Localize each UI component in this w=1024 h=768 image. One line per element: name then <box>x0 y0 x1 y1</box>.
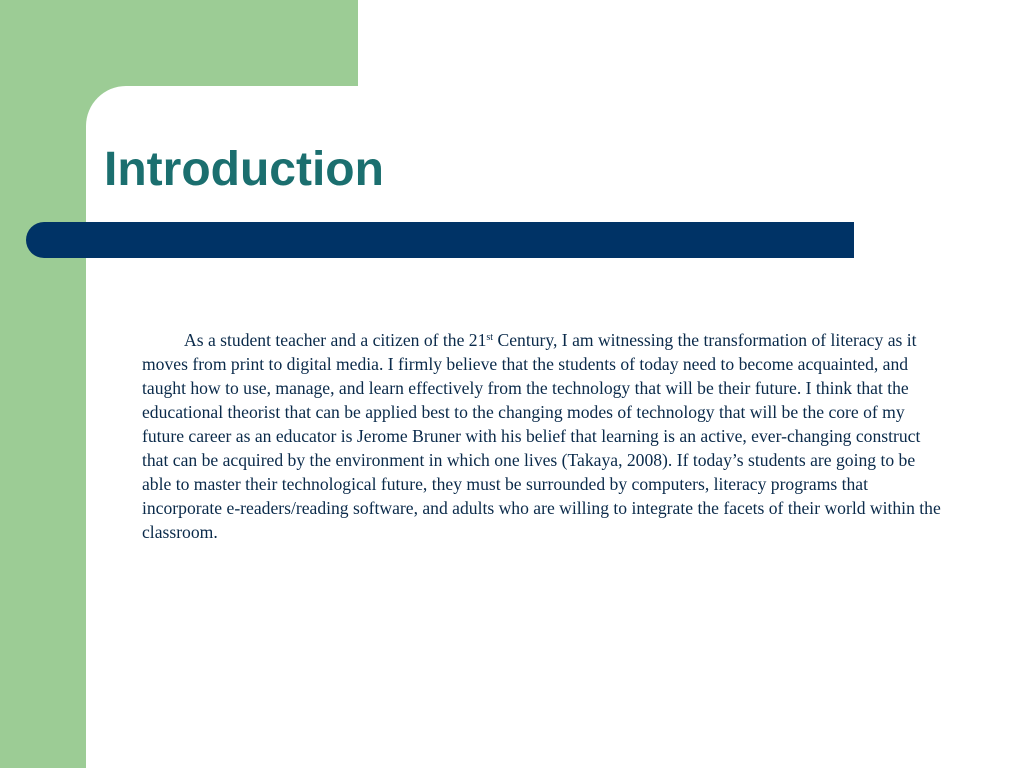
title-divider-bar <box>26 222 854 258</box>
body-text-part-1: As a student teacher and a citizen of the 21 <box>184 330 487 350</box>
body-paragraph <box>142 328 948 544</box>
slide-title: Introduction <box>104 143 384 196</box>
top-accent-block <box>0 0 358 86</box>
left-accent-band <box>0 0 86 768</box>
body-text-part-2: Century, I am witnessing the transformation of literacy as it moves from print to digital media. I firmly believe that the students of today need to become acquainted, and taught how to use, manage, and learn effectively from the technology that will be their future. I think that the educational theorist that can be applied best to the changing modes of technology that will be the core of my future career as an educator is Jerome Bruner with his belief that learning is an active, ever-changing construct that can be acquired by the environment in which one lives (Takaya, 2008). If today’s students are going to be able to master their technological future, they must be surrounded by computers, literacy programs that incorporate e-readers/reading software, and adults who are willing to integrate the facets of their world within the classroom. <box>142 330 941 542</box>
ordinal-superscript: st <box>486 332 494 343</box>
